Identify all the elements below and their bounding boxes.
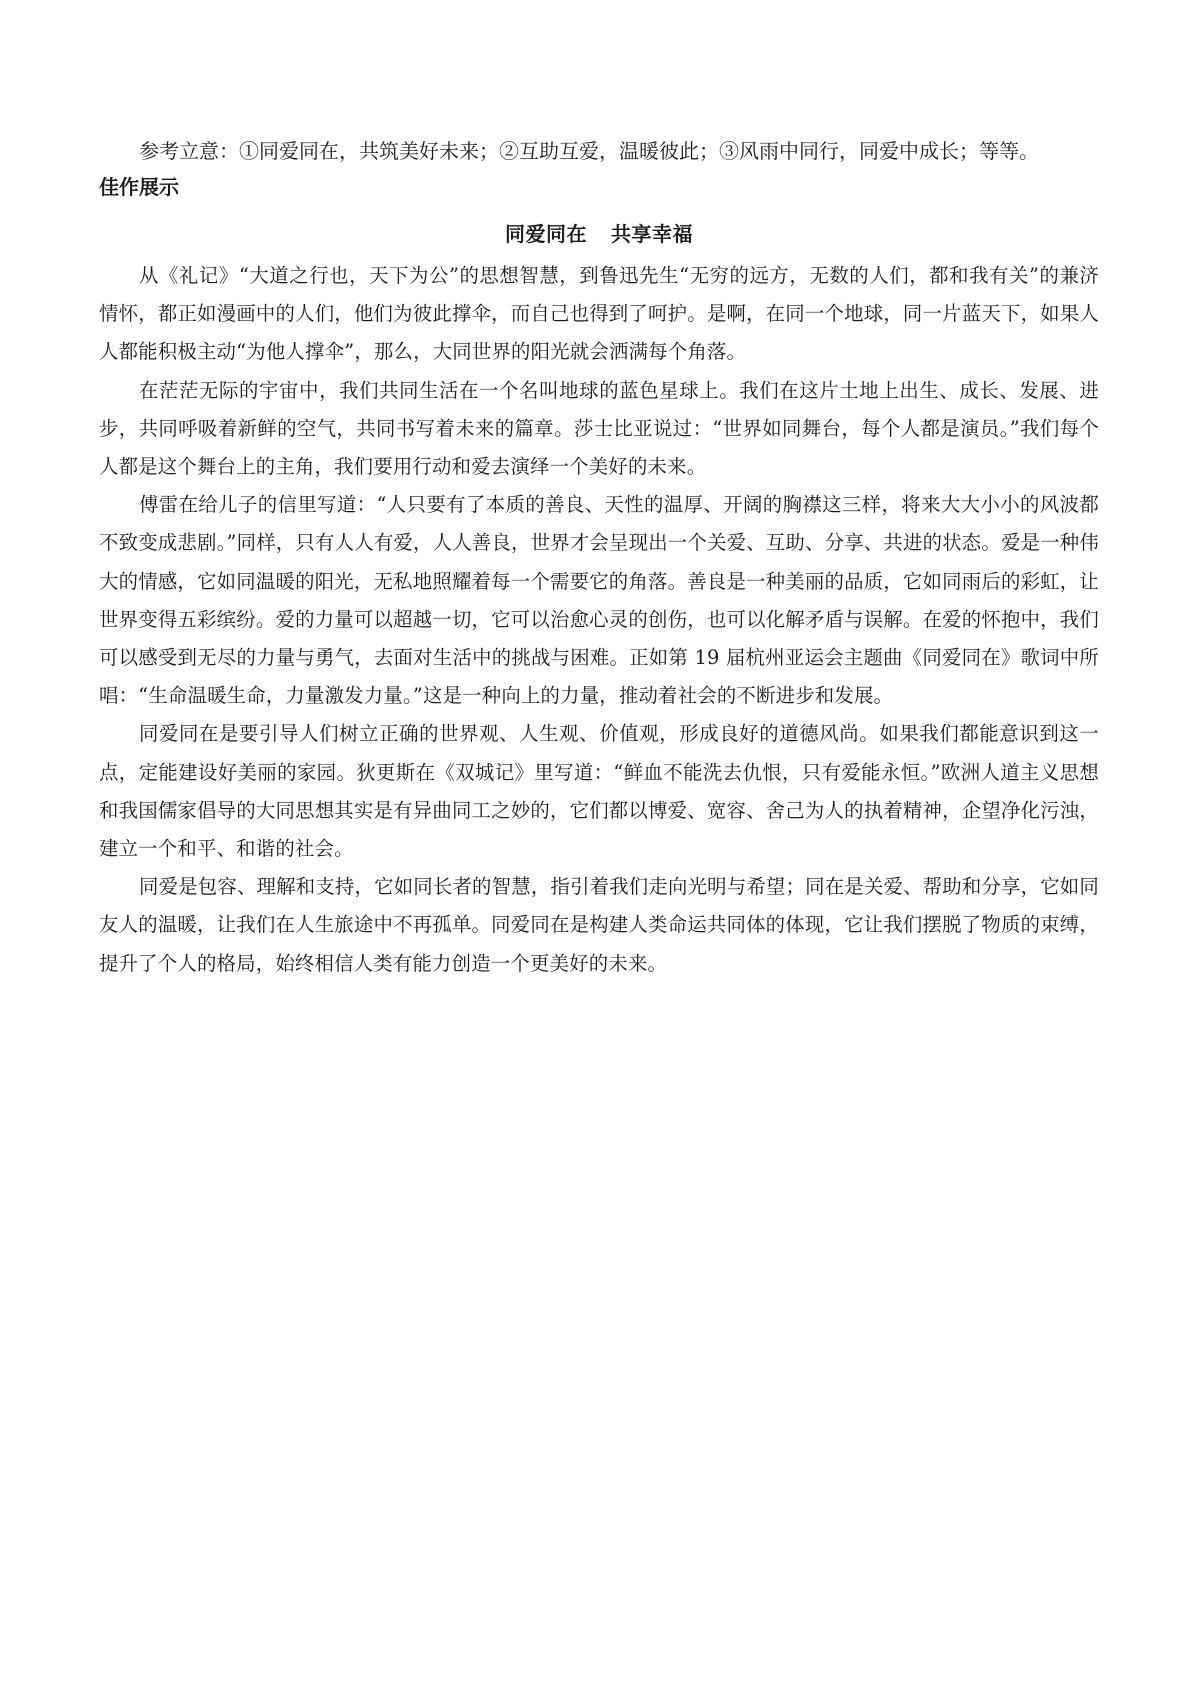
essay-title-part1: 同爱同在 — [505, 222, 587, 246]
essay-paragraph-2: 在茫茫无际的宇宙中，我们共同生活在一个名叫地球的蓝色星球上。我们在这片土地上出生、成长、发展、进步，共同呼吸着新鲜的空气，共同书写着未来的篇章。莎士比亚说过：“世界如同舞台，每个人都是演员。”我们每个人都是这个舞台上的主角，我们要用行动和爱去演绎一个美好的未来。 — [99, 378, 1099, 479]
document-page — [99, 138, 1099, 983]
essay-body — [99, 257, 1099, 983]
essay-paragraph-1: 从《礼记》“大道之行也，天下为公”的思想智慧，到鲁迅先生“无穷的远方，无数的人们，都和我有关”的兼济情怀，都正如漫画中的人们，他们为彼此撑伞，而自己也得到了呵护。是啊，在同一个地球，同一片蓝天下，如果人人都能积极主动“为他人撑伞”，那么，大同世界的阳光就会洒满每个角落。 — [99, 264, 1099, 364]
essay-title-part2: 共享幸福 — [611, 222, 693, 246]
reference-ideas: 参考立意：①同爱同在，共筑美好未来；②互助互爱，温暖彼此；③风雨中同行，同爱中成长；等等。 — [139, 141, 1039, 163]
essay-paragraph-5: 同爱是包容、理解和支持，它如同长者的智慧，指引着我们走向光明与希望；同在是关爱、帮助和分享，它如同友人的温暖，让我们在人生旅途中不再孤单。同爱同在是构建人类命运共同体的体现，它让我们摆脱了物质的束缚，提升了个人的格局，始终相信人类有能力创造一个更美好的未来。 — [99, 875, 1099, 975]
essay-paragraph-3: 傅雷在给儿子的信里写道：“人只要有了本质的善良、天性的温厚、开阔的胸襟这三样，将来大大小小的风波都不致变成悲剧。”同样，只有人人有爱，人人善良，世界才会呈现出一个关爱、互助、分享、共进的状态。爱是一种伟大的情感，它如同温暖的阳光，无私地照耀着每一个需要它的角落。善良是一种美丽的品质，它如同雨后的彩虹，让世界变得五彩缤纷。爱的力量可以超越一切，它可以治愈心灵的创伤，也可以化解矛盾与误解。在爱的怀抱中，我们可以感受到无尽的力量与勇气，去面对生活中的挑战与困难。正如第 19 届杭州亚运会主题曲《同爱同在》歌词中所唱：“生命温暖生命，力量激发力量。”这是一种向上的力量，推动着社会的不断进步和发展。 — [99, 493, 1099, 708]
essay-paragraph-4: 同爱同在是要引导人们树立正确的世界观、人生观、价值观，形成良好的道德风尚。如果我们都能意识到这一点，定能建设好美丽的家园。狄更斯在《双城记》里写道：“鲜血不能洗去仇恨，只有爱能永恒。”欧洲人道主义思想和我国儒家倡导的大同思想其实是有异曲同工之妙的，它们都以博爱、宽容、舍己为人的执着精神，企望净化污浊，建立一个和平、和谐的社会。 — [99, 722, 1099, 861]
section-heading: 佳作展示 — [99, 175, 179, 199]
essay-title — [99, 220, 1099, 248]
